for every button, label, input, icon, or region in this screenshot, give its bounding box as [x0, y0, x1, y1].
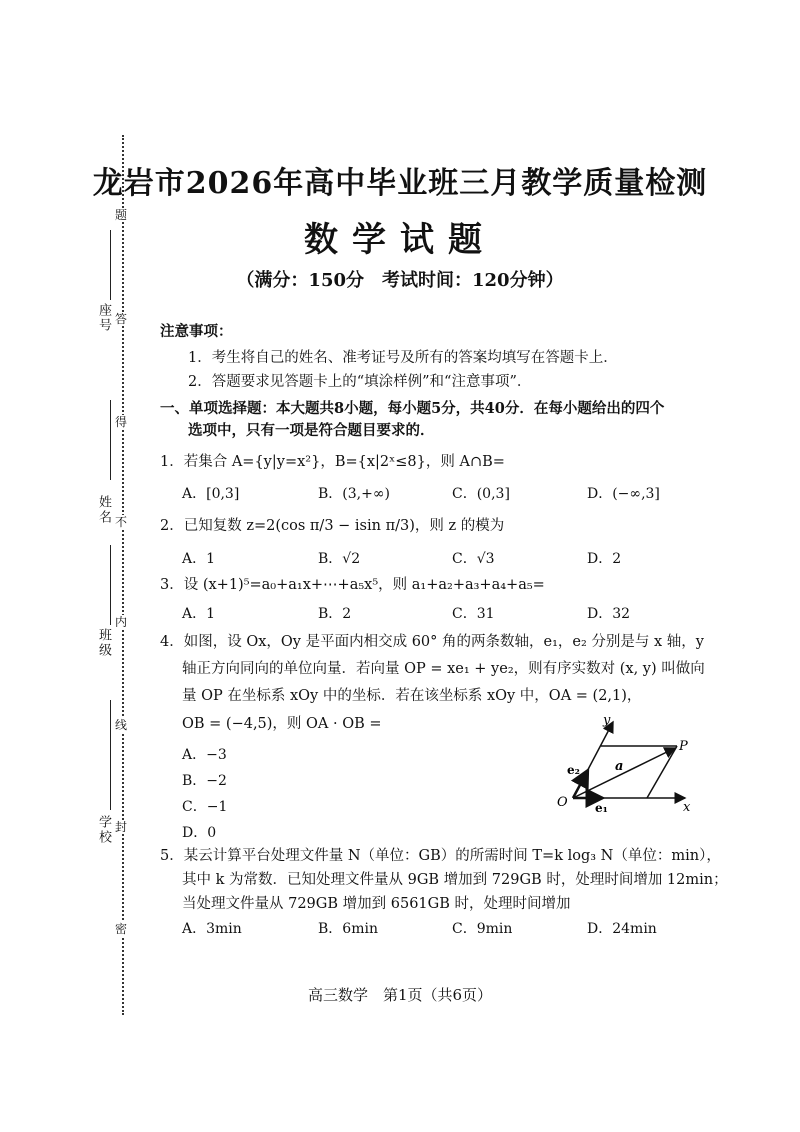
origin-label: O — [557, 795, 568, 810]
question-1-stem: 1．若集合 A={y|y=x²}，B={x|2ˣ≤8}，则 A∩B= — [160, 454, 505, 470]
note-item: 2．答题要求见答题卡上的“填涂样例”和“注意事项”． — [188, 374, 532, 390]
class-underline — [110, 545, 111, 625]
section-heading: 一、单项选择题：本大题共8小题，每小题5分，共40分．在每小题给出的四个 — [160, 400, 665, 417]
score-info: （满分：150分 考试时间：120分钟） — [236, 270, 564, 291]
question-5-line: 当处理文件量从 729GB 增加到 6561GB 时，处理时间增加 — [182, 896, 571, 912]
page-footer: 高三数学 第1页（共6页） — [307, 986, 493, 1004]
q3-option-a: A．1 — [182, 606, 216, 622]
name-underline — [110, 400, 111, 480]
q4-option-b: B．−2 — [182, 773, 227, 789]
exam-title: 龙岩市2026年高中毕业班三月教学质量检测 — [92, 166, 708, 201]
seal-char: 密 — [115, 922, 128, 936]
q5-option-d: D．24min — [587, 921, 657, 937]
note-item: 1．考生将自己的姓名、准考证号及所有的答案均填写在答题卡上． — [188, 350, 618, 366]
seal-char: 线 — [115, 718, 128, 732]
q2-option-a: A．1 — [182, 551, 216, 567]
notes-heading: 注意事项： — [160, 323, 233, 340]
name-label: 姓名 — [96, 495, 111, 525]
question-4-line: 量 OP 在坐标系 xOy 中的坐标．若在该坐标系 xOy 中，OA = (2,1)， — [182, 688, 642, 704]
q5-option-c: C．9min — [452, 921, 513, 937]
q2-option-c: C．√3 — [452, 551, 495, 567]
q2-option-b: B．√2 — [318, 551, 361, 567]
q1-option-b: B．(3,+∞) — [318, 486, 390, 502]
e2-label: e₂ — [567, 763, 580, 777]
seat-number-label: 座号 — [96, 303, 111, 333]
q3-option-d: D．32 — [587, 606, 631, 622]
seal-char: 内 — [115, 615, 128, 629]
q1-option-c: C．(0,3] — [452, 486, 510, 502]
q1-option-d: D．(−∞,3] — [587, 486, 660, 502]
vector-a — [573, 748, 675, 798]
seal-char: 题 — [115, 208, 128, 222]
school-label: 学校 — [96, 815, 111, 845]
seal-char: 答 — [115, 312, 128, 326]
q4-option-d: D．0 — [182, 825, 217, 841]
seal-char: 封 — [115, 820, 128, 834]
question-4-line: OB = (−4,5)，则 OA · OB = — [182, 716, 382, 732]
q5-option-b: B．6min — [318, 921, 378, 937]
question-2-stem: 2．已知复数 z=2(cos π/3 − isin π/3)，则 z 的模为 — [160, 518, 505, 534]
oblique-coordinate-figure — [545, 712, 695, 814]
section-heading-cont: 选项中，只有一项是符合题目要求的． — [188, 422, 435, 439]
question-5-line: 5．某云计算平台处理文件量 N（单位：GB）的所需时间 T=k log₃ N（单位：min）， — [160, 848, 721, 864]
seal-char: 得 — [115, 415, 128, 429]
q3-option-c: C．31 — [452, 606, 495, 622]
y-label: y — [603, 713, 611, 728]
q3-option-b: B．2 — [318, 606, 352, 622]
subject-title: 数学试题 — [304, 220, 496, 260]
x-label: x — [683, 800, 691, 814]
e1-label: e₁ — [595, 801, 608, 814]
p-label: P — [679, 739, 688, 754]
q4-option-a: A．−3 — [182, 747, 227, 763]
a-label: a — [615, 759, 624, 774]
q5-option-a: A．3min — [182, 921, 242, 937]
q2-option-d: D．2 — [587, 551, 622, 567]
q1-option-a: A．[0,3] — [182, 486, 240, 502]
question-4-line: 轴正方向同向的单位向量．若向量 OP = xe₁ + ye₂，则有序实数对 (x, y) 叫做向 — [182, 661, 705, 677]
school-underline — [110, 700, 111, 810]
q4-option-c: C．−1 — [182, 799, 228, 815]
question-4-line: 4．如图，设 Ox，Oy 是平面内相交成 60° 角的两条数轴，e₁，e₂ 分别是与 x 轴，y — [160, 634, 704, 650]
seal-char: 不 — [115, 515, 128, 529]
question-3-stem: 3．设 (x+1)⁵=a₀+a₁x+⋯+a₅x⁵，则 a₁+a₂+a₃+a₄+a₅= — [160, 577, 545, 593]
class-label: 班级 — [96, 628, 111, 658]
question-5-line: 其中 k 为常数．已知处理文件量从 9GB 增加到 729GB 时，处理时间增加 12min； — [182, 872, 728, 888]
